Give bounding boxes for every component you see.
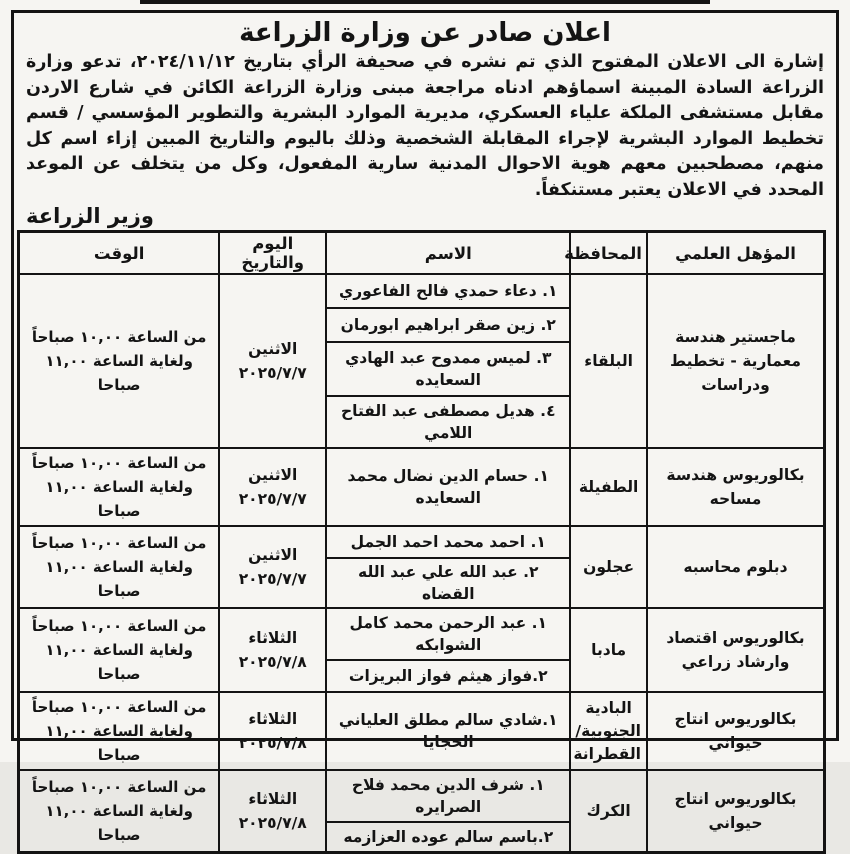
name-cell: ٤. هديل مصطفى عبد الفتاح اللامي [326,396,570,448]
qualification-cell: بكالوريوس انتاج حيواني [647,692,825,770]
day-date-cell [219,526,326,608]
day-date-cell [219,448,326,526]
date-value: ٢٠٢٥/٧/٧ [238,364,307,382]
name-cell: ١. احمد محمد احمد الجمل [326,526,570,558]
time-cell [19,448,220,526]
governorate-cell: البادية الجنوبية/ القطرانة [570,692,647,770]
qualification-cell: ماجستير هندسة معمارية - تخطيط ودراسات [647,274,825,448]
governorate-cell: الكرك [570,770,647,853]
table-row [19,608,825,660]
time-from: من الساعة ١٠,٠٠ صباحاً [31,328,207,346]
time-cell [19,770,220,853]
name-cell: ٢.باسم سالم عوده العزازمه [326,822,570,853]
table-row [19,770,825,822]
governorate-cell: البلقاء [570,274,647,448]
day-date-cell [219,770,326,853]
time-from: من الساعة ١٠,٠٠ صباحاً [31,778,207,796]
day-label: الثلاثاء [248,790,298,808]
day-label: الاثنين [248,340,298,358]
time-to: ولغاية الساعة ١١,٠٠ صباحا [45,478,193,520]
col-header-day-date: اليوم والتاريخ [219,232,326,275]
col-header-time: الوقت [19,232,220,275]
col-header-governorate: المحافظة [570,232,647,275]
name-cell: ٢.فواز هيثم فواز البريزات [326,660,570,692]
governorate-cell: الطفيلة [570,448,647,526]
col-header-qualification: المؤهل العلمي [647,232,825,275]
signature-minister: وزير الزراعة [26,204,154,228]
qualification-cell: بكالوريوس انتاج حيواني [647,770,825,853]
governorate-cell: عجلون [570,526,647,608]
date-value: ٢٠٢٥/٧/٧ [238,570,307,588]
day-date-cell [219,274,326,448]
name-cell: ١. حسام الدين نضال محمد السعايده [326,448,570,526]
day-date-cell [219,608,326,692]
time-to: ولغاية الساعة ١١,٠٠ صباحا [45,352,193,394]
governorate-cell: مادبا [570,608,647,692]
time-cell [19,608,220,692]
name-cell: ٣. لميس ممدوح عبد الهادي السعايده [326,342,570,396]
table-header-row [19,232,825,275]
time-cell [19,274,220,448]
time-from: من الساعة ١٠,٠٠ صباحاً [31,617,207,635]
qualification-cell: دبلوم محاسبه [647,526,825,608]
day-date-cell [219,692,326,770]
time-cell [19,692,220,770]
day-label: الاثنين [248,546,298,564]
time-from: من الساعة ١٠,٠٠ صباحاً [31,698,207,716]
qualification-cell: بكالوريوس اقتصاد وارشاد زراعي [647,608,825,692]
time-to: ولغاية الساعة ١١,٠٠ صباحا [45,722,193,764]
qualification-cell: بكالوريوس هندسة مساحه [647,448,825,526]
date-value: ٢٠٢٥/٧/٨ [238,653,307,671]
time-cell [19,526,220,608]
time-to: ولغاية الساعة ١١,٠٠ صباحا [45,558,193,600]
day-label: الثلاثاء [248,710,298,728]
table-row [19,274,825,308]
date-value: ٢٠٢٥/٧/٧ [238,490,307,508]
announcement-frame [11,10,839,846]
date-value: ٢٠٢٥/٧/٨ [238,814,307,832]
interview-schedule-table [17,230,826,854]
name-cell: ١. شرف الدين محمد فلاح الصرايره [326,770,570,822]
announcement-body: إشارة الى الاعلان المفتوح الذي تم نشره في صحيفة الرأي بتاريخ ٢٠٢٤/١١/١٢، تدعو وزارة الزراعة السادة المبينة اسماؤهم ادناه مراجعة مبنى وزارة الزراعة الكائن في شارع الاردن مقابل مستشفى الملكة علياء العسكري، مديرية الموارد البشرية والتطوير المؤسسي / قسم تخطيط الموارد البشرية لإجراء المقابلة الشخصية وذلك باليوم والتاريخ المبين إزاء اسم كل منهم، مصطحبين معهم هوية الاحوال المدنية سارية المفعول، وكل من يتخلف عن الموعد المحدد في الاعلان يعتبر مستنكفاً. [26,52,824,200]
page-title: اعلان صادر عن وزارة الزراعة [239,18,611,48]
name-cell: ٢. عبد الله علي عبد الله القضاه [326,558,570,608]
date-value: ٢٠٢٥/٧/٨ [238,734,307,752]
name-cell: ١. عبد الرحمن محمد كامل الشوابكه [326,608,570,660]
day-label: الثلاثاء [248,629,298,647]
table-row [19,448,825,526]
col-header-name: الاسم [326,232,570,275]
table-row [19,526,825,558]
top-edge-rule [140,0,710,4]
name-cell: ٢. زين صقر ابراهيم ابورمان [326,308,570,342]
time-from: من الساعة ١٠,٠٠ صباحاً [31,534,207,552]
day-label: الاثنين [248,466,298,484]
time-from: من الساعة ١٠,٠٠ صباحاً [31,454,207,472]
name-cell: ١. دعاء حمدي فالح الفاعوري [326,274,570,308]
name-cell: ١.شادي سالم مطلق العلياني الحجايا [326,692,570,770]
time-to: ولغاية الساعة ١١,٠٠ صباحا [45,802,193,844]
table-row [19,692,825,770]
time-to: ولغاية الساعة ١١,٠٠ صباحا [45,641,193,683]
